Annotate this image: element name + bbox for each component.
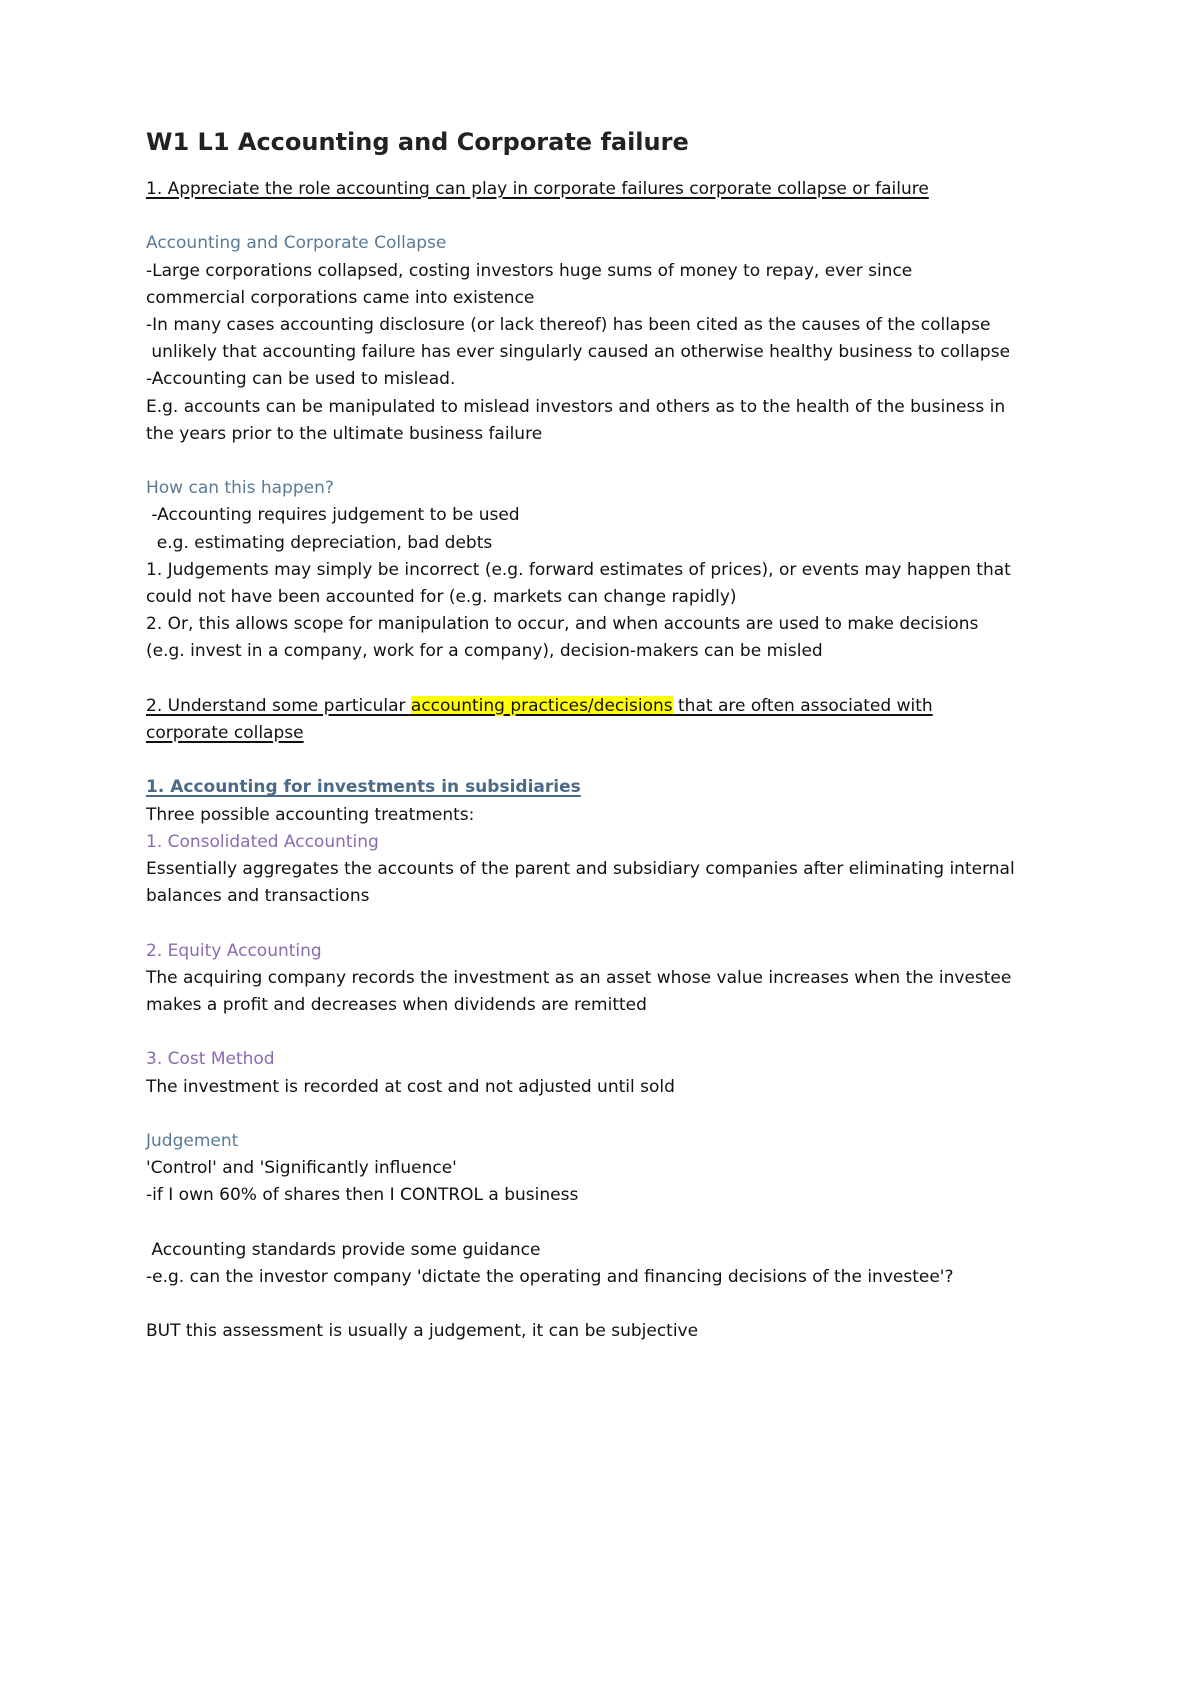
- heading-accounting-corporate-collapse: Accounting and Corporate Collapse: [146, 233, 447, 254]
- judgement-line: 'Control' and 'Significantly influence': [146, 1158, 457, 1179]
- learning-objective-2-continued: corporate collapse: [146, 723, 304, 744]
- collapse-line: -In many cases accounting disclosure (or lack thereof) has been cited as the causes of the collapse: [146, 315, 991, 335]
- spacer: [146, 1291, 1076, 1318]
- heading-judgement: Judgement: [146, 1131, 239, 1151]
- treatments-intro: Three possible accounting treatments:: [146, 804, 475, 825]
- spacer: [146, 448, 1076, 475]
- heading-consolidated-accounting: 1. Consolidated Accounting: [146, 831, 379, 852]
- method-line: balances and transactions: [146, 886, 370, 907]
- spacer: [146, 747, 1076, 774]
- document-page: [146, 124, 1076, 1346]
- how-line: could not have been accounted for (e.g. markets can change rapidly): [146, 587, 737, 608]
- spacer: [146, 1101, 1076, 1128]
- collapse-line: -Accounting can be used to mislead.: [146, 369, 456, 390]
- judgement-line: Accounting standards provide some guidance: [146, 1239, 541, 1260]
- document-title: W1 L1 Accounting and Corporate failure: [146, 128, 689, 156]
- collapse-line: the years prior to the ultimate business failure: [146, 423, 543, 444]
- how-line: -Accounting requires judgement to be used: [146, 505, 520, 526]
- spacer: [146, 203, 1076, 230]
- heading-cost-method: 3. Cost Method: [146, 1049, 275, 1070]
- learning-objective-1: 1. Appreciate the role accounting can play in corporate failures corporate collapse or failure: [146, 179, 929, 199]
- spacer: [146, 666, 1076, 693]
- collapse-line: unlikely that accounting failure has ever singularly caused an otherwise healthy business to collapse: [146, 342, 1011, 363]
- spacer: [146, 1210, 1076, 1237]
- objective2-highlight: accounting practices/decisions: [410, 695, 673, 716]
- how-line: 2. Or, this allows scope for manipulation to occur, and when accounts are used to make decisions: [146, 614, 979, 635]
- heading-investments-in-subsidiaries: 1. Accounting for investments in subsidiaries: [146, 777, 581, 798]
- method-line: The acquiring company records the investment as an asset whose value increases when the investee: [146, 967, 1012, 988]
- method-line: Essentially aggregates the accounts of the parent and subsidiary companies after eliminating internal: [146, 859, 1015, 880]
- collapse-line: commercial corporations came into existence: [146, 287, 535, 308]
- how-line: 1. Judgements may simply be incorrect (e.g. forward estimates of prices), or events may happen that: [146, 559, 1011, 580]
- how-line: e.g. estimating depreciation, bad debts: [146, 532, 493, 553]
- objective2-after: that are often associated with: [672, 695, 933, 716]
- heading-equity-accounting: 2. Equity Accounting: [146, 940, 322, 961]
- judgement-line: -if I own 60% of shares then I CONTROL a business: [146, 1185, 579, 1206]
- heading-how-can-this-happen: How can this happen?: [146, 478, 334, 499]
- objective2-before: 2. Understand some particular: [146, 695, 411, 716]
- judgement-conclusion: BUT this assessment is usually a judgement, it can be subjective: [146, 1321, 699, 1342]
- method-line: makes a profit and decreases when dividends are remitted: [146, 995, 647, 1016]
- collapse-line: -Large corporations collapsed, costing investors huge sums of money to repay, ever since: [146, 260, 913, 281]
- method-line: The investment is recorded at cost and not adjusted until sold: [146, 1076, 675, 1097]
- judgement-line: -e.g. can the investor company 'dictate the operating and financing decisions of the investee'?: [146, 1267, 954, 1287]
- learning-objective-2: [146, 693, 1076, 720]
- spacer: [146, 1019, 1076, 1046]
- how-line: (e.g. invest in a company, work for a company), decision-makers can be misled: [146, 641, 823, 662]
- collapse-line: E.g. accounts can be manipulated to mislead investors and others as to the health of the business in: [146, 396, 1006, 417]
- spacer: [146, 910, 1076, 937]
